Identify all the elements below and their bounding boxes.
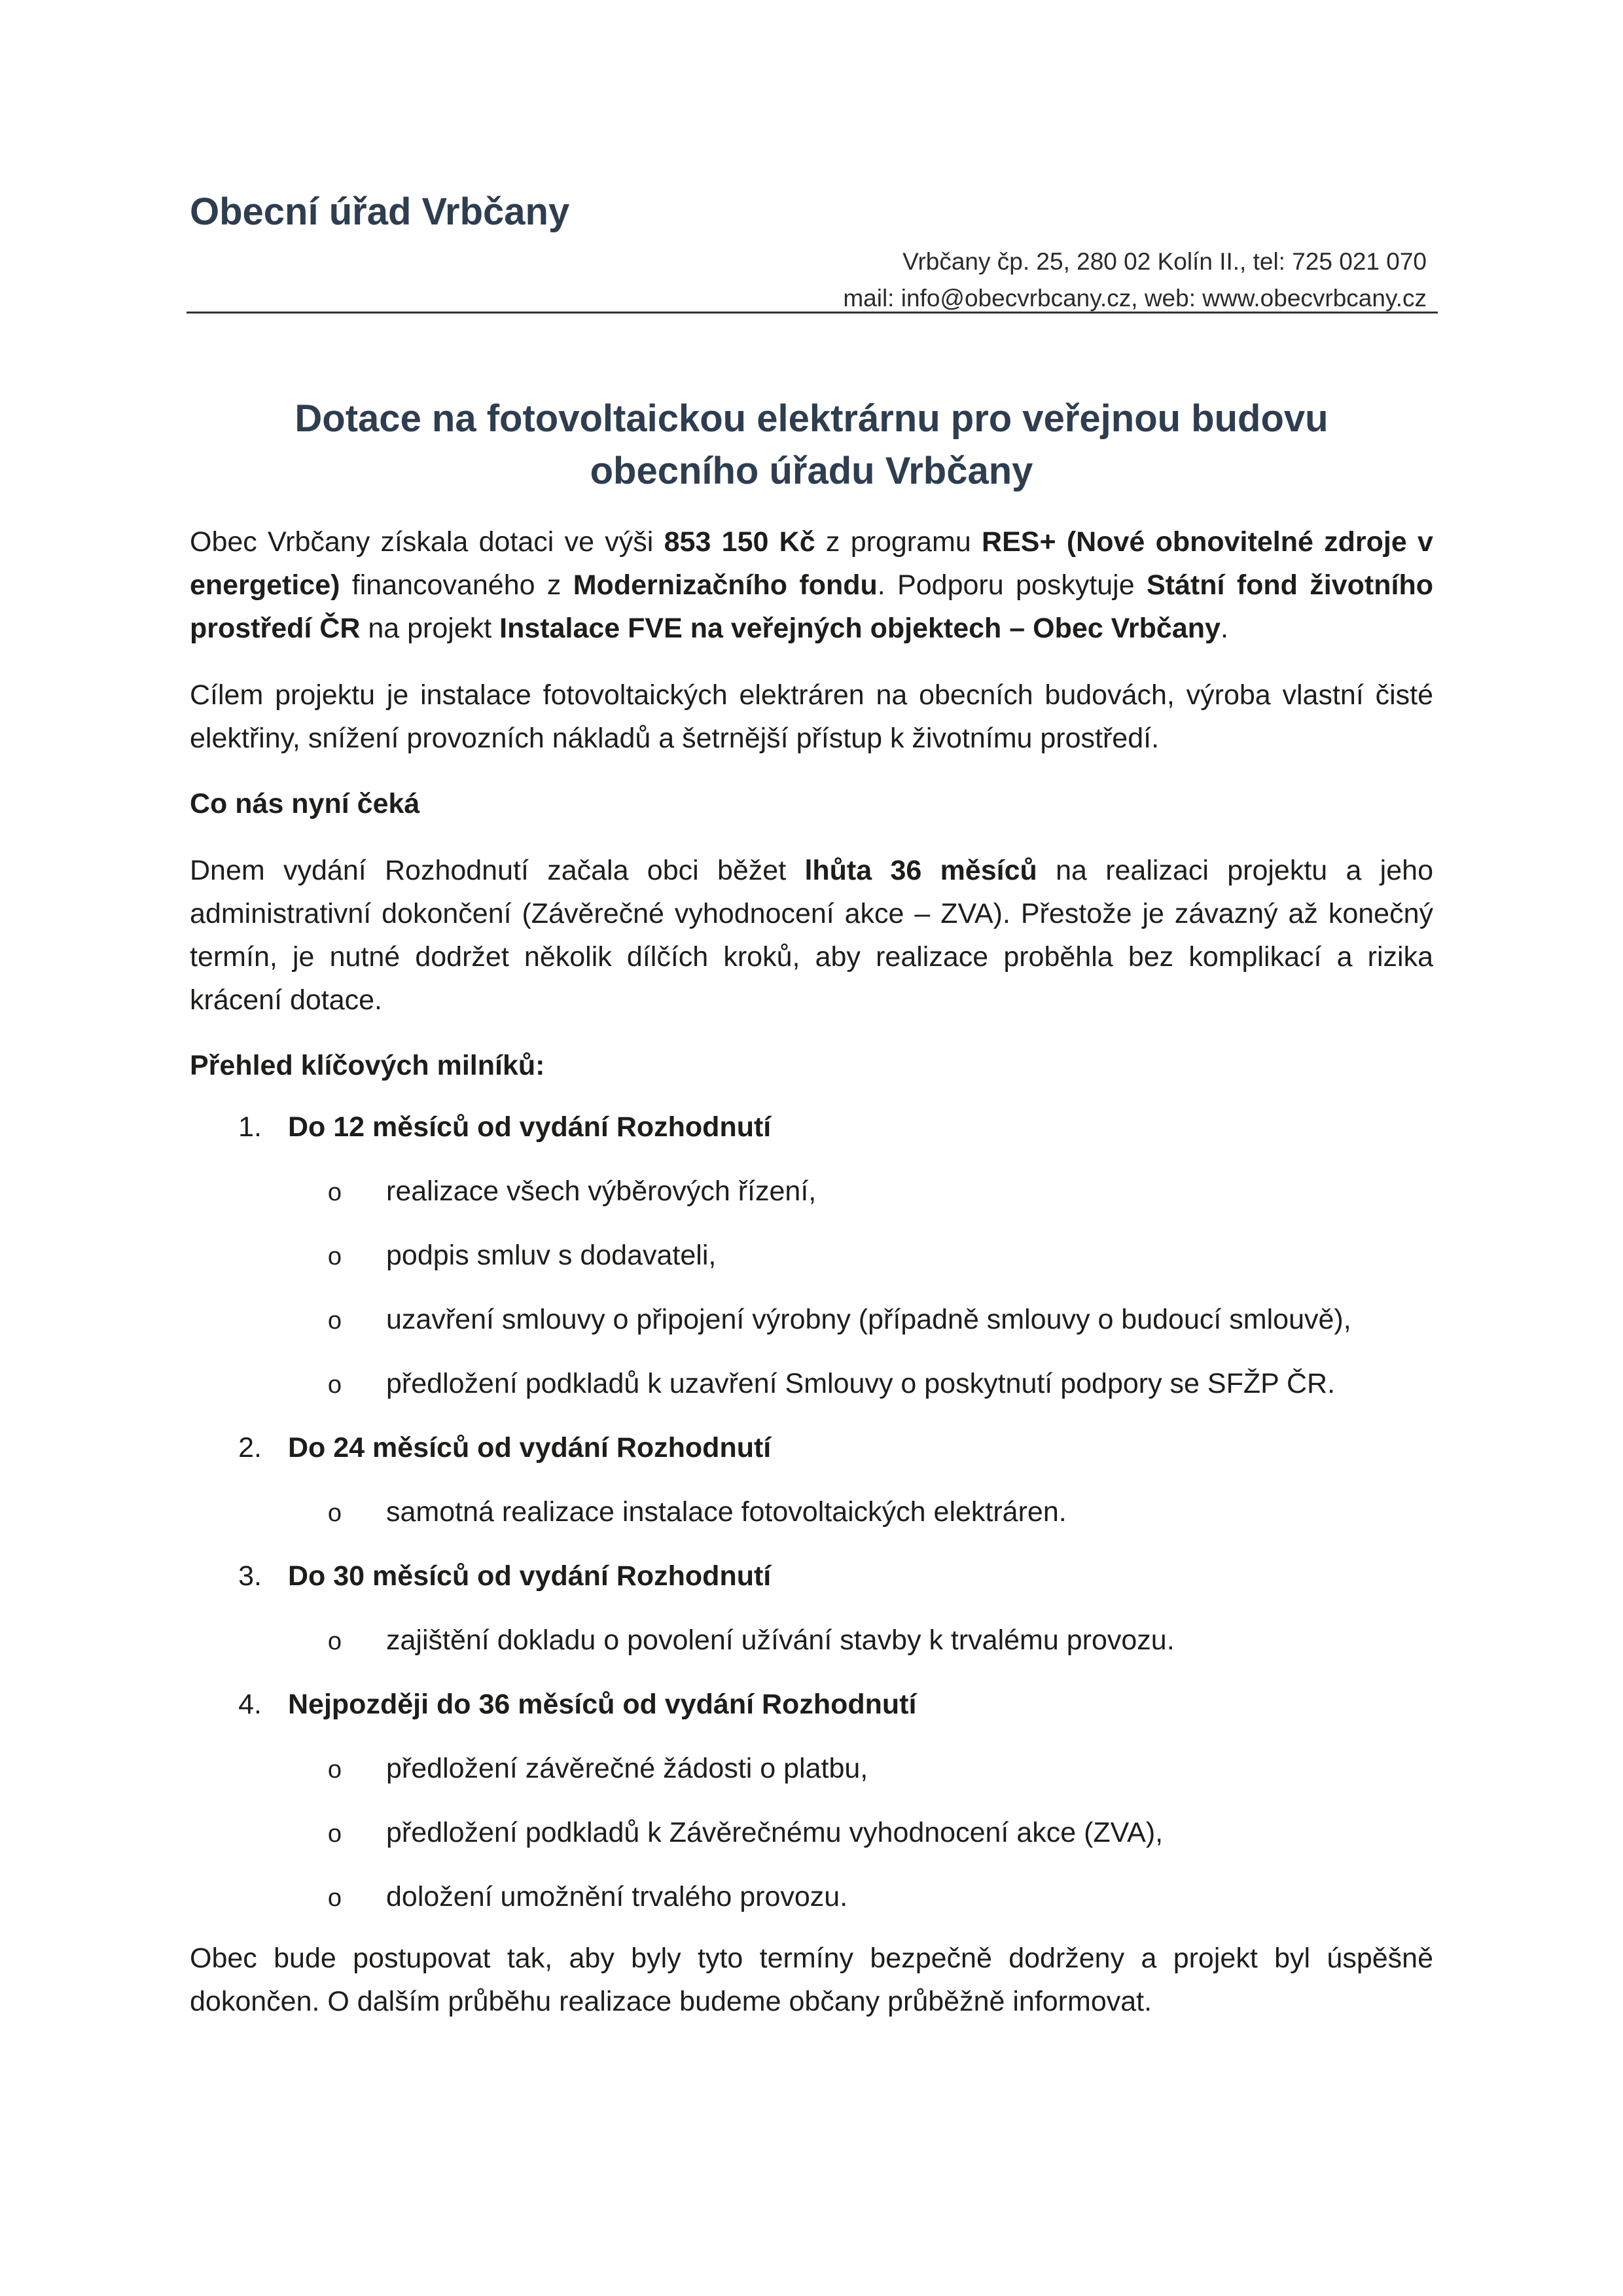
bullet-icon: o	[327, 1179, 342, 1206]
header-divider	[187, 312, 1438, 314]
list-item-text: doložení umožnění trvalého provozu.	[386, 1881, 848, 1912]
bullet-icon: o	[327, 1884, 342, 1912]
next-steps-heading: Co nás nyní čeká	[190, 788, 420, 819]
fund-name: Modernizačního fondu	[573, 569, 878, 601]
deadline-period: lhůta 36 měsíců	[804, 855, 1037, 886]
intro-text: z programu	[815, 526, 982, 558]
title-line-2: obecního úřadu Vrbčany	[590, 450, 1033, 492]
intro-text: financovaného z	[340, 569, 573, 601]
list-item	[190, 1811, 1433, 1854]
milestone-subitems	[190, 1170, 1433, 1405]
program-name: RES+ (Nové obnovitelné zdroje v energetice)	[190, 526, 1433, 601]
milestone-number: 3.	[238, 1560, 262, 1592]
list-item	[190, 1362, 1433, 1405]
milestone-label: Do 30 měsíců od vydání Rozhodnutí	[288, 1560, 772, 1592]
bullet-icon: o	[327, 1307, 342, 1335]
grant-amount: 853 150 Kč	[664, 526, 815, 558]
milestone-number: 1.	[238, 1111, 262, 1143]
intro-paragraph	[190, 520, 1433, 650]
list-item	[190, 1747, 1433, 1790]
contact-block	[510, 243, 1427, 317]
intro-text: . Podporu poskytuje	[877, 569, 1147, 601]
list-item	[190, 1619, 1433, 1662]
address-line: Vrbčany čp. 25, 280 02 Kolín II., tel: 725 021 070	[902, 248, 1427, 275]
list-item-text: zajištění dokladu o povolení užívání stavby k trvalému provozu.	[386, 1624, 1175, 1656]
title-line-1: Dotace na fotovoltaickou elektrárnu pro veřejnou budovu	[294, 397, 1329, 440]
deadline-text: Dnem vydání Rozhodnutí začala obci běžet	[190, 855, 805, 886]
closing-paragraph: Obec bude postupovat tak, aby byly tyto termíny bezpečně dodrženy a projekt byl úspěšně dokončen. O dalším průběhu realizace budeme občany průběžně informovat.	[190, 1943, 1433, 2017]
milestones-list	[190, 1105, 1433, 1918]
document-title	[190, 393, 1433, 497]
deadline-paragraph	[190, 849, 1433, 1022]
document-body	[190, 520, 1433, 2023]
milestone-label: Nejpozději do 36 měsíců od vydání Rozhodnutí	[288, 1689, 917, 1720]
provider-name: Státní fond životního prostředí ČR	[190, 569, 1433, 644]
milestone-label: Do 24 měsíců od vydání Rozhodnutí	[288, 1432, 772, 1463]
bullet-icon: o	[327, 1371, 342, 1399]
milestone-subitems	[190, 1747, 1433, 1918]
bullet-icon: o	[327, 1243, 342, 1270]
deadline-text: na realizaci projektu a jeho administrativní dokončení (Závěrečné vyhodnocení akce – ZVA). Přestože je závazný až konečný termín, je nutné dodržet několik dílčích kroků, aby realizace proběhla bez komplikací a rizika krácení dotace.	[190, 855, 1433, 1016]
milestones-heading: Přehled klíčových milníků:	[190, 1050, 545, 1081]
milestone-item	[190, 1426, 1433, 1534]
bullet-icon: o	[327, 1756, 342, 1784]
milestone-number: 2.	[238, 1432, 262, 1463]
list-item-text: realizace všech výběrových řízení,	[386, 1175, 817, 1207]
list-item	[190, 1298, 1433, 1341]
office-name: Obecní úřad Vrbčany	[190, 190, 570, 233]
milestone-number: 4.	[238, 1689, 262, 1720]
contact-line: mail: info@obecvrbcany.cz, web: www.obecvrbcany.cz	[843, 285, 1427, 312]
milestone-subitems	[190, 1619, 1433, 1662]
list-item	[190, 1170, 1433, 1213]
goal-paragraph: Cílem projektu je instalace fotovoltaických elektráren na obecních budovách, výroba vlastní čisté elektřiny, snížení provozních nákladů a šetrnější přístup k životnímu prostředí.	[190, 679, 1433, 754]
list-item	[190, 1234, 1433, 1277]
list-item	[190, 1875, 1433, 1918]
list-item-text: samotná realizace instalace fotovoltaických elektráren.	[386, 1496, 1067, 1528]
list-item-text: podpis smluv s dodavateli,	[386, 1240, 717, 1271]
list-item-text: uzavření smlouvy o připojení výrobny (případně smlouvy o budoucí smlouvě),	[386, 1304, 1351, 1335]
intro-text: na projekt	[360, 613, 500, 644]
milestone-subitems	[190, 1490, 1433, 1534]
milestone-item	[190, 1683, 1433, 1918]
milestone-label: Do 12 měsíců od vydání Rozhodnutí	[288, 1111, 772, 1143]
list-item-text: předložení závěrečné žádosti o platbu,	[386, 1753, 868, 1784]
project-name: Instalace FVE na veřejných objektech – Obec Vrbčany	[499, 613, 1221, 644]
bullet-icon: o	[327, 1820, 342, 1848]
bullet-icon: o	[327, 1499, 342, 1527]
list-item-text: předložení podkladů k uzavření Smlouvy o poskytnutí podpory se SFŽP ČR.	[386, 1368, 1336, 1399]
intro-text: Obec Vrbčany získala dotaci ve výši	[190, 526, 664, 558]
bullet-icon: o	[327, 1628, 342, 1655]
intro-text: .	[1220, 613, 1228, 644]
milestone-item	[190, 1554, 1433, 1662]
list-item	[190, 1490, 1433, 1534]
milestone-item	[190, 1105, 1433, 1405]
list-item-text: předložení podkladů k Závěrečnému vyhodnocení akce (ZVA),	[386, 1817, 1164, 1848]
